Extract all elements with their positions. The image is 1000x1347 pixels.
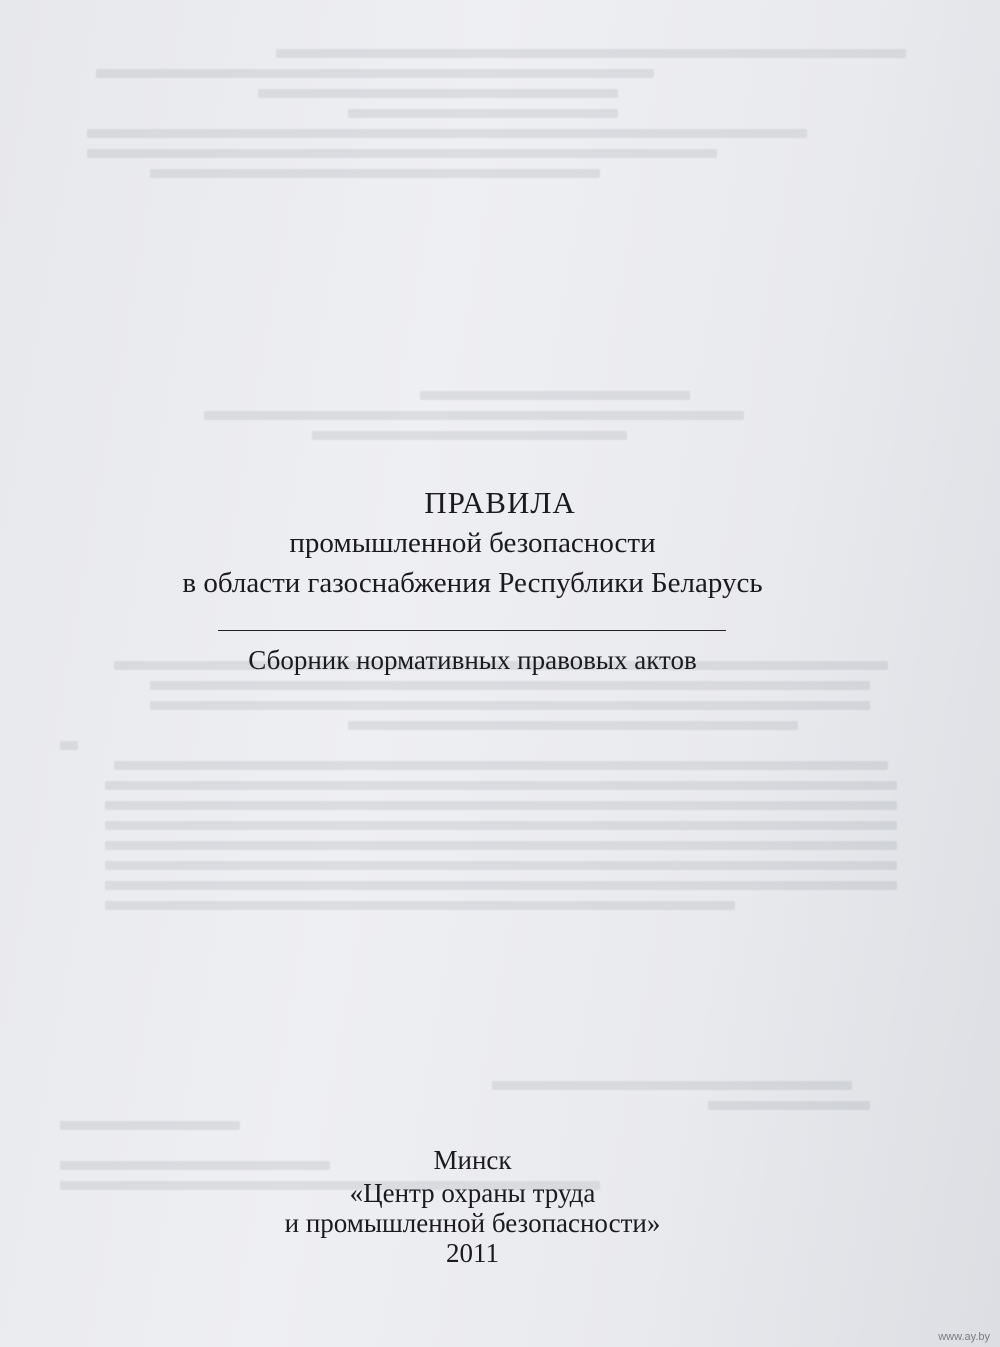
subtitle-line-1: промышленной безопасности bbox=[289, 527, 656, 559]
subtitle-line-2: в области газоснабжения Республики Беларусь bbox=[182, 567, 763, 599]
horizontal-divider bbox=[218, 630, 726, 631]
publisher-line-2: и промышленной безопасности» bbox=[284, 1208, 661, 1238]
bleed-through-text bbox=[60, 380, 960, 451]
publication-city: Минск bbox=[433, 1145, 512, 1175]
book-title: ПРАВИЛА bbox=[424, 485, 576, 520]
bleed-through-text bbox=[60, 650, 960, 921]
site-watermark: www.ay.by bbox=[938, 1331, 990, 1343]
publication-year: 2011 bbox=[446, 1238, 499, 1268]
collection-description: Сборник нормативных правовых актов bbox=[248, 645, 697, 675]
bleed-through-text bbox=[60, 38, 960, 189]
publisher-line-1: «Центр охраны труда bbox=[349, 1178, 596, 1208]
